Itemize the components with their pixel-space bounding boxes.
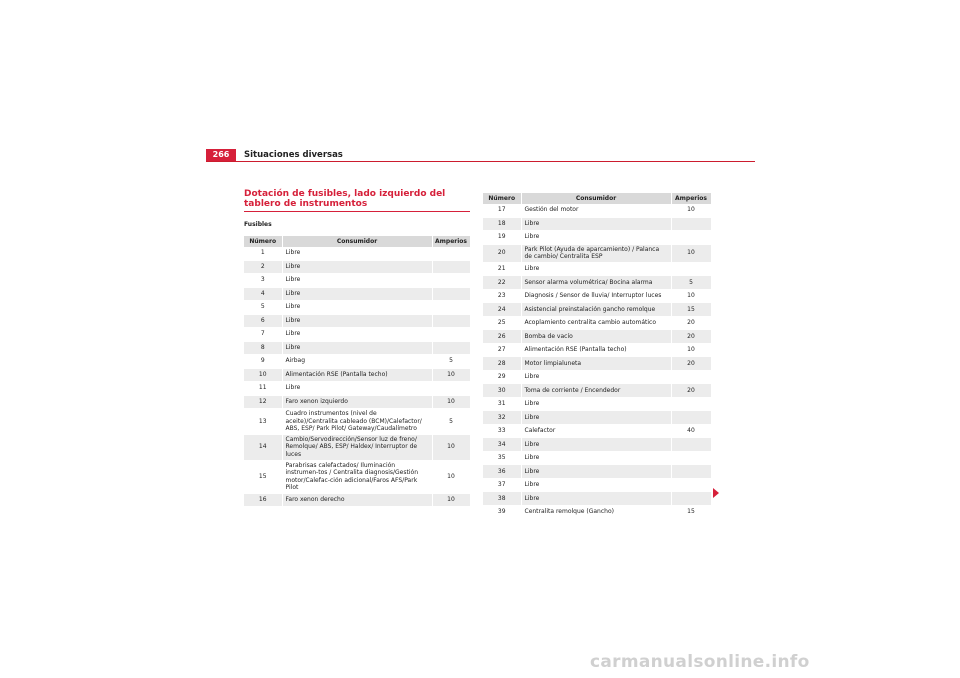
table-row <box>244 260 470 274</box>
amperage-cell <box>671 370 711 384</box>
consumer-cell: Libre <box>282 260 432 274</box>
fuse-number-cell: 14 <box>244 434 282 460</box>
fuse-number-cell: 35 <box>483 451 521 465</box>
table-row <box>244 314 470 328</box>
amperage-cell: 10 <box>432 460 470 493</box>
fuse-number-cell: 8 <box>244 341 282 355</box>
amperage-cell: 10 <box>671 289 711 303</box>
fuse-number-cell: 28 <box>483 357 521 371</box>
table-row <box>244 493 470 507</box>
table-row <box>244 247 470 260</box>
fuse-number-cell: 24 <box>483 303 521 317</box>
amperage-cell: 5 <box>432 355 470 369</box>
fuse-number-cell: 5 <box>244 301 282 315</box>
table-row <box>483 411 711 425</box>
consumer-cell: Libre <box>282 287 432 301</box>
fuse-number-cell: 31 <box>483 397 521 411</box>
consumer-cell: Libre <box>282 314 432 328</box>
amperage-cell: 20 <box>671 384 711 398</box>
fuse-number-cell: 19 <box>483 231 521 245</box>
table-row <box>244 409 470 435</box>
consumer-cell: Libre <box>521 465 671 479</box>
fuse-number-cell: 2 <box>244 260 282 274</box>
table-row <box>483 438 711 452</box>
fuse-number-cell: 37 <box>483 478 521 492</box>
table-row <box>483 492 711 506</box>
table-row <box>244 287 470 301</box>
amperage-cell: 10 <box>671 244 711 262</box>
table-row <box>483 397 711 411</box>
amperage-cell <box>671 397 711 411</box>
fuse-number-cell: 22 <box>483 276 521 290</box>
consumer-cell: Libre <box>282 382 432 396</box>
amperage-cell: 10 <box>671 204 711 217</box>
fuse-number-cell: 36 <box>483 465 521 479</box>
fuse-number-cell: 1 <box>244 247 282 260</box>
fuse-number-cell: 38 <box>483 492 521 506</box>
table-row <box>483 330 711 344</box>
amperage-cell: 40 <box>671 424 711 438</box>
consumer-cell: Libre <box>521 492 671 506</box>
fuse-table-left <box>244 236 471 507</box>
amperage-cell <box>432 301 470 315</box>
amperage-cell <box>432 382 470 396</box>
consumer-cell: Asistencial preinstalación gancho remolque <box>521 303 671 317</box>
amperage-cell <box>671 451 711 465</box>
amperage-cell <box>671 478 711 492</box>
consumer-cell: Acoplamiento centralita cambio automático <box>521 316 671 330</box>
consumer-cell: Centralita remolque (Gancho) <box>521 505 671 519</box>
amperage-cell: 5 <box>432 409 470 435</box>
fuse-number-cell: 23 <box>483 289 521 303</box>
header-divider <box>206 161 755 162</box>
amperage-cell: 10 <box>432 493 470 507</box>
table-row <box>483 357 711 371</box>
consumer-cell: Libre <box>282 247 432 260</box>
fuse-number-cell: 11 <box>244 382 282 396</box>
consumer-cell: Libre <box>521 217 671 231</box>
consumer-cell: Bomba de vacío <box>521 330 671 344</box>
column-header-amps: Amperios <box>432 236 470 247</box>
table-row <box>244 328 470 342</box>
fuse-number-cell: 10 <box>244 368 282 382</box>
table-row <box>483 465 711 479</box>
table-row <box>483 316 711 330</box>
consumer-cell: Libre <box>521 262 671 276</box>
fuse-number-cell: 29 <box>483 370 521 384</box>
consumer-cell: Cambio/Servodirección/Sensor luz de freno/ Remolque/ ABS, ESP/ Haldex/ Interruptor de luces <box>282 434 432 460</box>
table-row <box>244 341 470 355</box>
amperage-cell <box>671 465 711 479</box>
consumer-cell: Airbag <box>282 355 432 369</box>
fuse-number-cell: 4 <box>244 287 282 301</box>
table-row <box>483 276 711 290</box>
consumer-cell: Libre <box>521 231 671 245</box>
consumer-cell: Diagnosis / Sensor de lluvia/ Interruptor luces <box>521 289 671 303</box>
amperage-cell: 15 <box>671 303 711 317</box>
amperage-cell <box>671 411 711 425</box>
consumer-cell: Alimentación RSE (Pantalla techo) <box>521 343 671 357</box>
amperage-cell <box>671 492 711 506</box>
consumer-cell: Libre <box>521 478 671 492</box>
page-number: 266 <box>206 149 236 161</box>
fuse-number-cell: 6 <box>244 314 282 328</box>
fuse-number-cell: 15 <box>244 460 282 493</box>
table-row <box>483 478 711 492</box>
consumer-cell: Faro xenon derecho <box>282 493 432 507</box>
amperage-cell <box>671 262 711 276</box>
consumer-cell: Alimentación RSE (Pantalla techo) <box>282 368 432 382</box>
fuse-number-cell: 27 <box>483 343 521 357</box>
table-row <box>483 262 711 276</box>
consumer-cell: Libre <box>521 451 671 465</box>
table-row <box>483 343 711 357</box>
consumer-cell: Libre <box>521 411 671 425</box>
fuse-number-cell: 21 <box>483 262 521 276</box>
amperage-cell <box>432 314 470 328</box>
amperage-cell: 15 <box>671 505 711 519</box>
amperage-cell <box>432 247 470 260</box>
column-header-consumer: Consumidor <box>521 193 671 204</box>
fuse-number-cell: 13 <box>244 409 282 435</box>
amperage-cell <box>671 231 711 245</box>
fuse-number-cell: 33 <box>483 424 521 438</box>
amperage-cell <box>671 217 711 231</box>
table-row <box>244 301 470 315</box>
table-row <box>244 382 470 396</box>
table-row <box>244 274 470 288</box>
consumer-cell: Toma de corriente / Encendedor <box>521 384 671 398</box>
watermark-logo: carmanualsonline.info <box>590 652 810 672</box>
table-row <box>483 217 711 231</box>
amperage-cell: 20 <box>671 357 711 371</box>
amperage-cell: 20 <box>671 330 711 344</box>
running-title: Situaciones diversas <box>244 150 343 160</box>
amperage-cell <box>432 260 470 274</box>
consumer-cell: Libre <box>282 328 432 342</box>
amperage-cell: 10 <box>432 434 470 460</box>
consumer-cell: Libre <box>282 274 432 288</box>
table-row <box>244 355 470 369</box>
consumer-cell: Gestión del motor <box>521 204 671 217</box>
table-header-row <box>483 193 711 204</box>
amperage-cell <box>432 341 470 355</box>
fuse-number-cell: 30 <box>483 384 521 398</box>
consumer-cell: Calefactor <box>521 424 671 438</box>
consumer-cell: Faro xenon izquierdo <box>282 395 432 409</box>
consumer-cell: Libre <box>282 301 432 315</box>
fuse-table-right <box>483 193 712 519</box>
table-row <box>483 289 711 303</box>
fuse-number-cell: 39 <box>483 505 521 519</box>
column-header-consumer: Consumidor <box>282 236 432 247</box>
fuse-number-cell: 12 <box>244 395 282 409</box>
consumer-cell: Park Pilot (Ayuda de aparcamiento) / Palanca de cambio/ Centralita ESP <box>521 244 671 262</box>
table-row <box>483 204 711 217</box>
fuse-number-cell: 25 <box>483 316 521 330</box>
consumer-cell: Sensor alarma volumétrica/ Bocina alarma <box>521 276 671 290</box>
amperage-cell: 20 <box>671 316 711 330</box>
fuse-number-cell: 20 <box>483 244 521 262</box>
fuse-number-cell: 17 <box>483 204 521 217</box>
consumer-cell: Libre <box>521 438 671 452</box>
continue-arrow-icon <box>713 488 719 498</box>
fuse-number-cell: 16 <box>244 493 282 507</box>
consumer-cell: Libre <box>521 370 671 384</box>
table-row <box>483 303 711 317</box>
table-row <box>483 451 711 465</box>
table-row <box>483 384 711 398</box>
amperage-cell <box>671 438 711 452</box>
section-subheading: Fusibles <box>244 221 272 228</box>
amperage-cell: 10 <box>432 395 470 409</box>
table-row <box>244 368 470 382</box>
amperage-cell: 10 <box>671 343 711 357</box>
table-row <box>244 460 470 493</box>
amperage-cell <box>432 274 470 288</box>
table-header-row <box>244 236 470 247</box>
column-header-amps: Amperios <box>671 193 711 204</box>
column-header-number: Número <box>244 236 282 247</box>
fuse-number-cell: 9 <box>244 355 282 369</box>
consumer-cell: Cuadro instrumentos (nivel de aceite)/Centralita cableado (BCM)/Calefactor/ ABS, ESP/ Park Pilot/ Gateway/Caudalímetro <box>282 409 432 435</box>
table-row <box>244 434 470 460</box>
fuse-number-cell: 3 <box>244 274 282 288</box>
fuse-number-cell: 32 <box>483 411 521 425</box>
consumer-cell: Parabrisas calefactados/ Iluminación instrumen-tos / Centralita diagnosis/Gestión motor/Calefac-ción adicional/Faros AFS/Park Pilot <box>282 460 432 493</box>
fuse-number-cell: 34 <box>483 438 521 452</box>
table-row <box>483 424 711 438</box>
column-header-number: Número <box>483 193 521 204</box>
amperage-cell: 5 <box>671 276 711 290</box>
table-row <box>483 244 711 262</box>
table-row <box>483 231 711 245</box>
consumer-cell: Motor limpialuneta <box>521 357 671 371</box>
section-title: Dotación de fusibles, lado izquierdo del tablero de instrumentos <box>244 189 446 209</box>
table-row <box>483 370 711 384</box>
fuse-number-cell: 18 <box>483 217 521 231</box>
table-row <box>244 395 470 409</box>
amperage-cell <box>432 328 470 342</box>
amperage-cell <box>432 287 470 301</box>
section-title-divider <box>244 211 470 212</box>
amperage-cell: 10 <box>432 368 470 382</box>
consumer-cell: Libre <box>282 341 432 355</box>
consumer-cell: Libre <box>521 397 671 411</box>
fuse-number-cell: 7 <box>244 328 282 342</box>
fuse-number-cell: 26 <box>483 330 521 344</box>
table-row <box>483 505 711 519</box>
